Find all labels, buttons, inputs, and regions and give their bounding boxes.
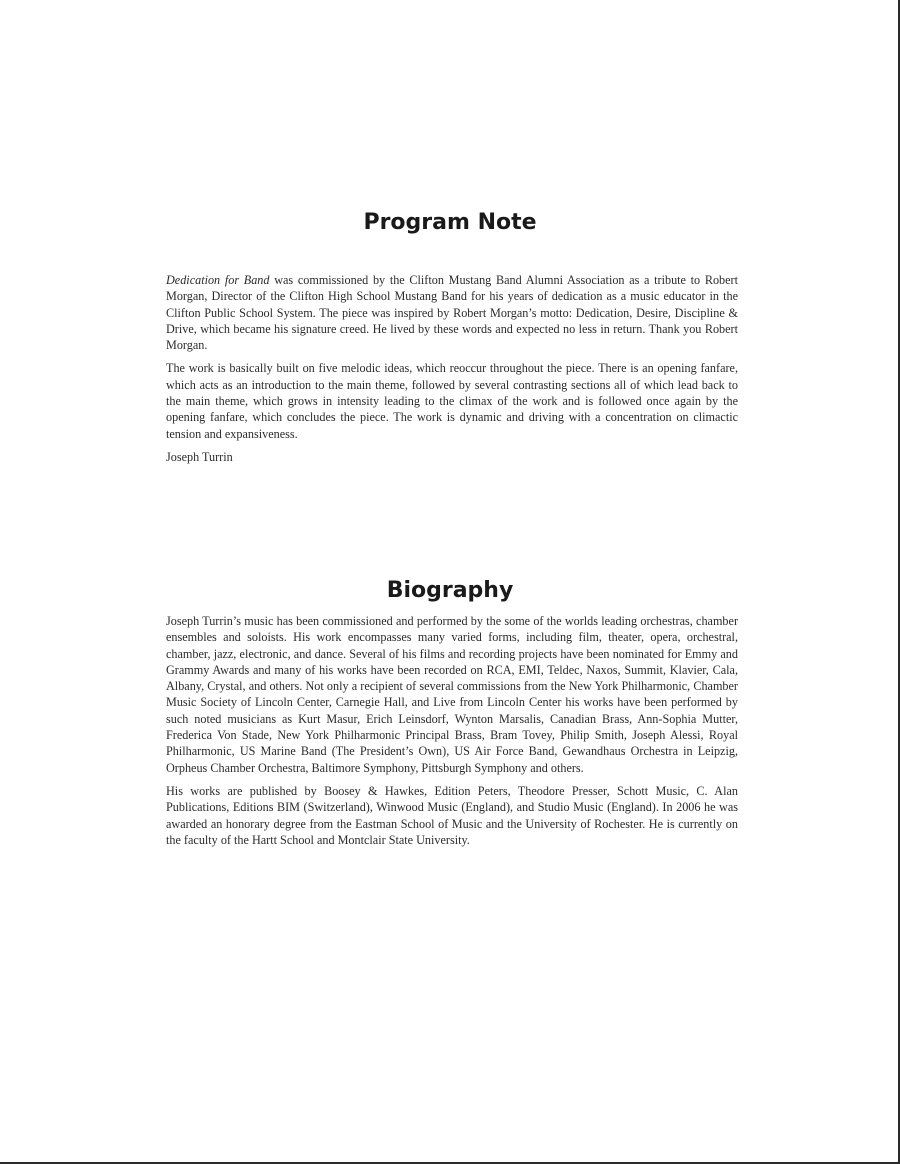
program-note-section (166, 272, 738, 472)
program-note-paragraph-2: The work is basically built on five melodic ideas, which reoccur throughout the piece. There is an opening fanfare, which acts as an introduction to the main theme, followed by several contrasting sections all of which lead back to the main theme, which grows in intensity leading to the climax of the work and is followed once again by the opening fanfare, which concludes the piece. The work is dynamic and driving with a concentration on climactic tension and expansiveness. (166, 361, 738, 441)
program-note-paragraph-1-text: was commissioned by the Clifton Mustang Band Alumni Association as a tribute to Robert Morgan, Director of the Clifton High School Mustang Band for his years of dedication as a music educator in the Clifton Public School System. The piece was inspired by Robert Morgan’s motto: Dedication, Desire, Discipline & Drive, which became his signature creed. He lived by these words and expected no less in return. Thank you Robert Morgan. (166, 273, 739, 353)
biography-heading: Biography (386, 578, 514, 603)
program-note-paragraph-1 (166, 272, 738, 353)
biography-paragraph-1: Joseph Turrin’s music has been commissioned and performed by the some of the worlds leading orchestras, chamber ensembles and soloists. His work encompasses many varied forms, including film, theater, opera, orchestral, chamber, jazz, electronic, and dance. Several of his films and recording projects have been nominated for Emmy and Grammy Awards and many of his works have been recorded on RCA, EMI, Teldec, Naxos, Summit, Klavier, Cala, Albany, Crystal, and others. Not only a recipient of several commissions from the New York Philharmonic, Chamber Music Society of Lincoln Center, Carnegie Hall, and Live from Lincoln Center his works have been performed by such noted musicians as Kurt Masur, Erich Leinsdorf, Wynton Marsalis, Canadian Brass, Ann-Sophia Mutter, Frederica Von Stade, New York Philharmonic Principal Brass, Bram Tovey, Philip Smith, Joseph Alessi, Royal Philharmonic, US Marine Band (The President’s Own), US Air Force Band, Gewandhaus Orchestra in Leipzig, Orpheus Chamber Orchestra, Baltimore Symphony, Pittsburgh Symphony and others. (166, 614, 738, 775)
biography-section (166, 613, 738, 855)
piece-title: Dedication for Band (166, 273, 270, 287)
program-note-heading: Program Note (363, 210, 537, 235)
biography-paragraph-2: His works are published by Boosey & Hawkes, Edition Peters, Theodore Presser, Schott Music, C. Alan Publications, Editions BIM (Switzerland), Winwood Music (England), and Studio Music (England). In 2006 he was awarded an honorary degree from the Eastman School of Music and the University of Rochester. He is currently on the faculty of the Hartt School and Montclair State University. (166, 783, 738, 847)
program-note-signature: Joseph Turrin (166, 449, 233, 464)
